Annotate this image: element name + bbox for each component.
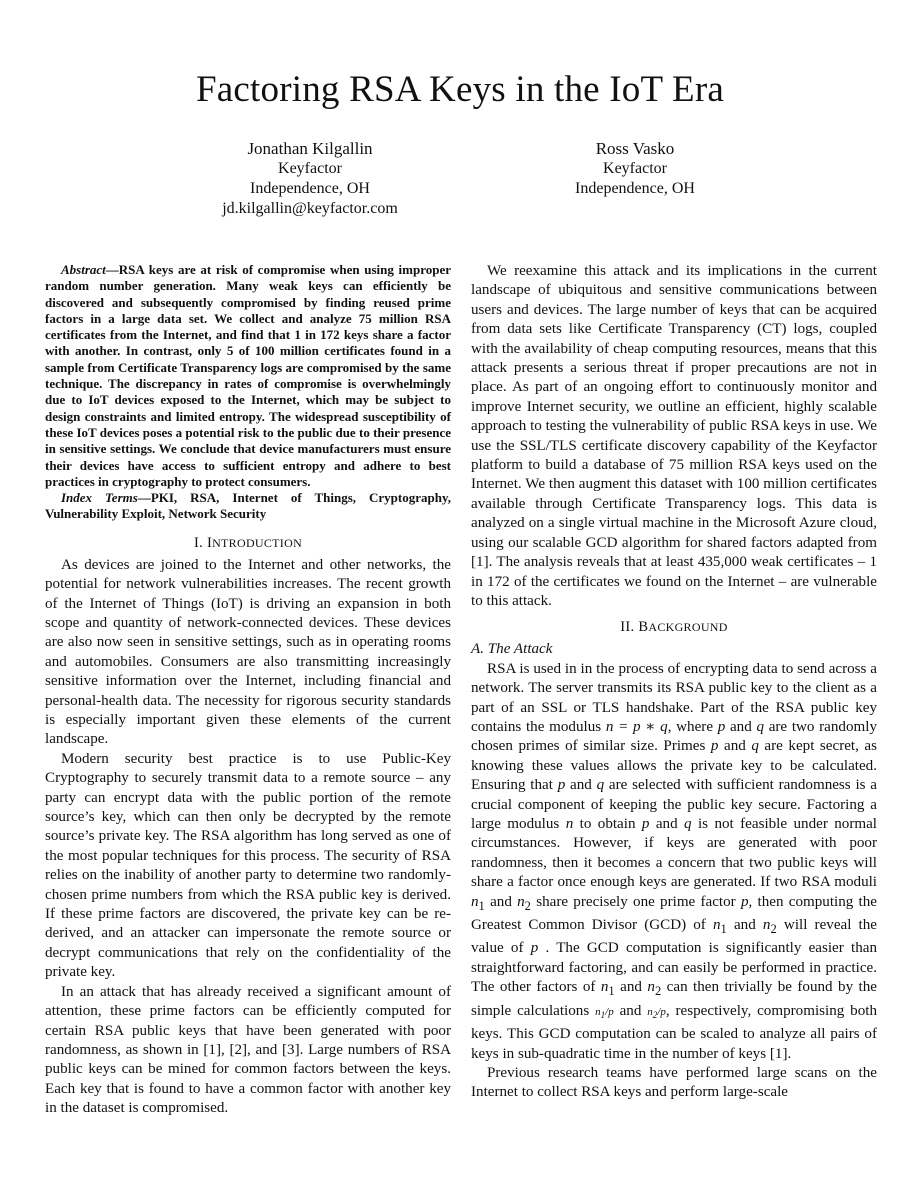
attack-paragraph: RSA is used in in the process of encrypting data to send across a network. The server transmits its RSA public key to the client as a part of an SSL or TLS handshake. Part of the RSA public key contains the modulus n = p ∗ q, where p and q are two randomly chosen primes of similar size. Primes p and q are kept secret, as knowing these values allows the private key to be calculated. Ensuring that p and q are selected with sufficient randomness is a crucial component of keeping the public key secure. Factoring a large modulus n to obtain p and q is not feasible under normal circumstances. However, if keys are generated with poor randomness, then it becomes a concern that two public keys will share a factor once enough keys are generated. If two RSA moduli $n_1$ and $n_2$ share precisely one prime factor p, then computing the Greatest Common Divisor (GCD) of $n_1$ and $n_2$ will reveal the value of p . The GCD computation is significantly easier than straightforward factoring, and can easily be performed in practice. The other factors of $n_1$ and $n_2$ can then trivially be found by the simple calculations $n_1/p$ and $n_2/p$, respectively, compromising both keys. This GCD computation can be scaled to analyze all pairs of keys in sub-quadratic time in the number of keys [1]. bbox=[471, 660, 878, 1062]
index-terms-text: —PKI, RSA, Internet of Things, Cryptography, Vulnerability Exploit, Network Security bbox=[45, 490, 452, 522]
section-heading-background: II. BACKGROUND bbox=[620, 619, 728, 636]
fraction-n1-over-p: $n_1/p$ bbox=[595, 1005, 614, 1020]
intro-paragraph: In an attack that has already received a significant amount of attention, these prime factors can be efficiently computed for certain RSA public keys that have been generated with poor randomness, as shown in [1], [2], and [3]. Large numbers of RSA public keys can be mined for common factors between the keys. Each key that is found to have a common factor with another key in the dataset is compromised. bbox=[45, 983, 451, 1117]
author-affiliation: Keyfactor bbox=[278, 160, 342, 177]
right-column bbox=[471, 262, 877, 1103]
index-terms-label: Index Terms bbox=[61, 490, 138, 506]
intro-paragraph: As devices are joined to the Internet and other networks, the potential for network vulnerabilities increases. The recent growth of the Internet of Things (IoT) is driving an expansion in both scope and quantity of network-connected devices. These devices are also now seen in sensitive settings, such as in operating rooms and automobiles. Consumers are also transmitting increasingly sensitive information over the Internet, including financial and personal-health data. The necessity for rigorous security standards is especially important given these elements of the current landscape. bbox=[45, 556, 451, 748]
intro-paragraph: Modern security best practice is to use Public-Key Cryptography to securely transmit data to a remote source – any party can encrypt data with the public portion of the remote source’s key, which can then only be decrypted by the remote source’s private key. The RSA algorithm has long served as one of the most popular techniques for this process. The security of RSA relies on the inability of another party to determine two randomly-chosen prime numbers from which the RSA public key is derived. If these prime factors are discovered, the private key can be re-derived, and an attacker can impersonate the remote source or decrypt communications that rely on the confidentiality of the private key. bbox=[45, 750, 451, 981]
author-affiliation: Keyfactor bbox=[603, 160, 667, 177]
author-name: Ross Vasko bbox=[595, 139, 675, 158]
paper-title: Factoring RSA Keys in the IoT Era bbox=[196, 69, 724, 110]
section-heading-introduction: I. INTRODUCTION bbox=[193, 534, 303, 551]
fraction-n2-over-p: $n_2/p$ bbox=[647, 1005, 666, 1020]
subsection-heading-attack: A. The Attack bbox=[471, 641, 553, 658]
author-block-1 bbox=[210, 139, 410, 219]
author-block-2 bbox=[535, 139, 735, 199]
abstract-label: Abstract bbox=[61, 262, 106, 277]
author-name: Jonathan Kilgallin bbox=[247, 139, 373, 158]
attack-paragraph-2: Previous research teams have performed large scans on the Internet to collect RSA keys and perform large-scale bbox=[471, 1065, 877, 1101]
abstract-text: —RSA keys are at risk of compromise when using improper random number generation. Many weak keys can efficiently be discovered and subsequently compromised by finding reused prime factors in a large data set. We collect and analyze 75 million RSA certificates from the Internet, and find that 1 in 172 keys share a factor with another. In contrast, only 5 of 100 million certificates found in a sample from Certificate Transparency logs are compromised by the same technique. The discrepancy in rates of compromise is overwhelmingly due to IoT devices exposed to the Internet, which may be subject to design constraints and limited entropy. The widespread susceptibility of these IoT devices poses a potential risk to the public due to their presence in sensitive settings. We conclude that device manufacturers must ensure their devices have access to sufficient entropy and adhere to best practices in cryptography to protect consumers. bbox=[45, 262, 451, 489]
index-terms bbox=[45, 490, 451, 523]
author-email: jd.kilgallin@keyfactor.com bbox=[222, 200, 398, 217]
author-location: Independence, OH bbox=[250, 180, 370, 197]
author-location: Independence, OH bbox=[575, 180, 695, 197]
left-column bbox=[45, 262, 451, 1119]
abstract bbox=[45, 262, 451, 490]
intro-paragraph-continued: We reexamine this attack and its implications in the current landscape of ubiquitous and sensitive communications between users and devices. The large number of keys that can be acquired from data sets like Certificate Transparency (CT) logs, coupled with the availability of cheap computing resources, means that this attack presents a serious threat if proper precautions are not in place. As part of an ongoing effort to continuously monitor and improve Internet security, we outline an efficient, highly scalable approach to testing the vulnerability of public RSA keys in use. We use the SSL/TLS certificate discovery capability of the Keyfactor platform to build a database of 75 million RSA keys used on the Internet. We then augment this dataset with 100 million certificates available through Certificate Transparency logs. This data is analyzed on a single virtual machine in the Microsoft Azure cloud, using our scalable GCD algorithm for shared factors adapted from [1]. The analysis reveals that at least 435,000 weak certificates – 1 in 172 of the certificates we found on the Internet – are vulnerable to this attack. bbox=[471, 263, 877, 609]
